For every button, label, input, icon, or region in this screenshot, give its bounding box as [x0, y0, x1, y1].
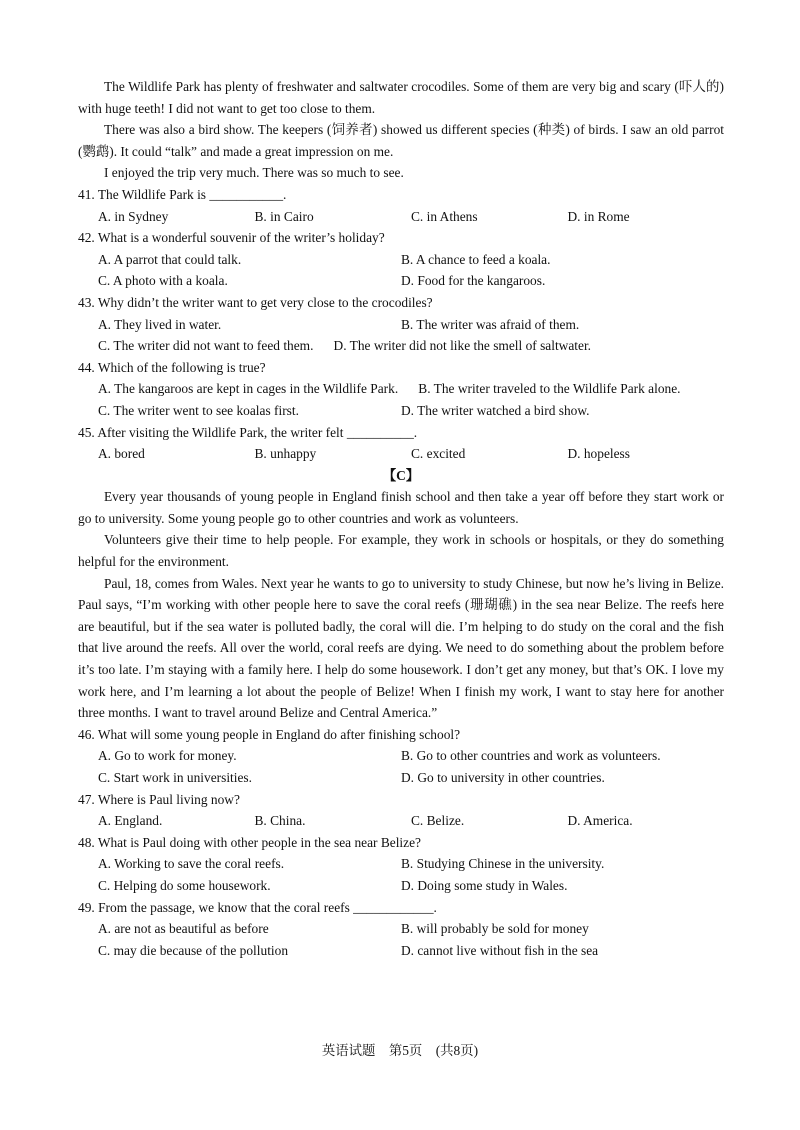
- question-block: [78, 789, 724, 832]
- answer-option: B. will probably be sold for money: [401, 921, 589, 937]
- question-stem: 49. From the passage, we know that the coral reefs ____________.: [78, 899, 437, 915]
- question-block: [78, 422, 724, 465]
- question-stem: 48. What is Paul doing with other people in the sea near Belize?: [78, 834, 421, 850]
- answer-option: D. Doing some study in Wales.: [401, 877, 568, 893]
- section-label: 【C】: [382, 467, 420, 483]
- answer-option: C. Helping do some housework.: [98, 877, 271, 893]
- answer-option: B. Go to other countries and work as volunteers.: [401, 748, 661, 764]
- answer-option: D. cannot live without fish in the sea: [401, 942, 599, 958]
- question-block: [78, 184, 724, 227]
- answer-option: D. Food for the kangaroos.: [401, 273, 546, 289]
- answer-option-line: [78, 335, 724, 357]
- answer-option: A. They lived in water.: [98, 316, 222, 332]
- answer-option: B. in Cairo: [254, 208, 314, 224]
- answer-option: B. unhappy: [254, 446, 317, 462]
- question-stem: 43. Why didn’t the writer want to get very close to the crocodiles?: [78, 294, 433, 310]
- exam-page: [78, 76, 724, 961]
- question-block: [78, 897, 724, 962]
- answer-option: D. in Rome: [567, 208, 630, 224]
- questions-section-b: [78, 184, 724, 465]
- questions-section-c: [78, 724, 724, 962]
- question-block: [78, 832, 724, 897]
- answer-option: D. The writer did not like the smell of saltwater.: [333, 338, 592, 354]
- answer-option: C. may die because of the pollution: [98, 942, 289, 958]
- paragraph: The Wildlife Park has plenty of freshwater and saltwater crocodiles. Some of them are very big and scary (吓人的) with huge teeth! I did not want to get too close to them.: [78, 79, 724, 116]
- answer-option: B. A chance to feed a koala.: [401, 251, 551, 267]
- answer-option: B. China.: [254, 813, 306, 829]
- answer-option: D. The writer watched a bird show.: [401, 402, 590, 418]
- paragraph: I enjoyed the trip very much. There was so much to see.: [104, 165, 404, 181]
- question-block: [78, 357, 724, 422]
- answer-option: A. in Sydney: [98, 208, 169, 224]
- paragraph: Volunteers give their time to help people. For example, they work in schools or hospitals, or they do something helpful for the environment.: [78, 532, 724, 570]
- answer-option: A. Working to save the coral reefs.: [98, 856, 285, 872]
- answer-option: A. are not as beautiful as before: [98, 921, 269, 937]
- question-stem: 47. Where is Paul living now?: [78, 791, 240, 807]
- paragraph: Every year thousands of young people in England finish school and then take a year off before they start work or go to university. Some young people go to other countries and work as volunteers.: [78, 489, 724, 526]
- answer-option: D. Go to university in other countries.: [401, 770, 605, 785]
- question-block: [78, 724, 724, 789]
- answer-option: B. The writer traveled to the Wildlife Park alone.: [418, 381, 681, 397]
- question-block: [78, 227, 724, 292]
- answer-option: C. Start work in universities.: [98, 770, 252, 785]
- answer-option: C. in Athens: [411, 208, 478, 224]
- question-block: [78, 292, 724, 357]
- page-footer: 英语试题 第5页 (共8页): [321, 1043, 479, 1058]
- answer-option: A. England.: [98, 813, 163, 829]
- paragraph: Paul, 18, comes from Wales. Next year he wants to go to university to study Chinese, but now he’s living in Belize. Paul says, “I’m working with other people here to save the coral reefs (珊瑚礁) in the sea near Belize. The reefs here are beautiful, but if the sea water is polluted badly, the coral will die. I’m helping to do study on the coral and the fish that live around the reefs. All over the world, coral reefs are dying. We need to do something about the problem before it’s too late. I’m staying with a family here. I help do some housework. I don’t get any money, but that’s OK. I love my work here, and I’m learning a lot about the people of Belize! When I finish my work, I want to stay here for another three months. I want to travel around Belize and Central America.”: [78, 575, 724, 721]
- passage-c: [78, 486, 724, 724]
- question-stem: 45. After visiting the Wildlife Park, the writer felt __________.: [78, 424, 418, 440]
- answer-option: C. The writer went to see koalas first.: [98, 402, 299, 418]
- answer-option: A. Go to work for money.: [98, 748, 237, 764]
- paragraph: There was also a bird show. The keepers (饲养者) showed us different species (种类) of birds. I saw an old parrot (鹦鹉). It could “talk” and made a great impression on me.: [78, 122, 724, 159]
- answer-option: C. A photo with a koala.: [98, 273, 228, 289]
- answer-option: B. Studying Chinese in the university.: [401, 856, 605, 872]
- question-stem: 42. What is a wonderful souvenir of the writer’s holiday?: [78, 230, 385, 246]
- answer-option: D. hopeless: [567, 446, 630, 462]
- question-stem: 41. The Wildlife Park is ___________.: [78, 186, 287, 202]
- answer-option-line: [78, 378, 724, 400]
- answer-option: D. America.: [567, 813, 633, 829]
- question-stem: 46. What will some young people in England do after finishing school?: [78, 726, 461, 742]
- intro-passage: [78, 76, 724, 184]
- answer-option: A. The kangaroos are kept in cages in the Wildlife Park.: [98, 381, 399, 397]
- answer-option: C. The writer did not want to feed them.: [98, 338, 314, 354]
- answer-option: A. A parrot that could talk.: [98, 251, 242, 267]
- question-stem: 44. Which of the following is true?: [78, 359, 266, 375]
- answer-option: C. excited: [411, 446, 466, 462]
- answer-option: A. bored: [98, 446, 145, 462]
- answer-option: B. The writer was afraid of them.: [401, 316, 580, 332]
- answer-option: C. Belize.: [411, 813, 465, 829]
